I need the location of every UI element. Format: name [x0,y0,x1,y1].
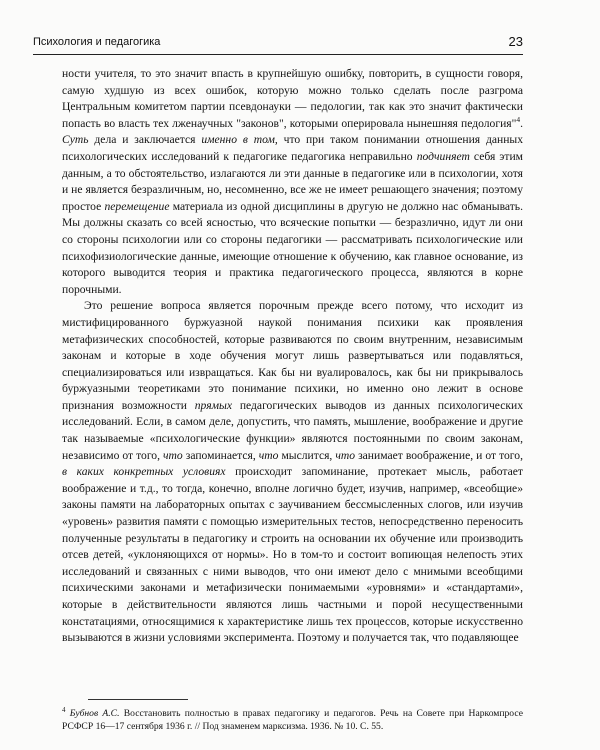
emphasis: Суть [62,133,89,147]
paragraph-2-text: педагогических выводов из данных психологических исследований. Если, в самом деле, допустить, что память, мышление, воображение и другие так называемые «психологические функции» являются постоянными по своим законам, независимо от того, [62,398,523,462]
paragraph-1-text: . [520,116,523,130]
paragraph-1-text: материала из одной дисциплины в другую не должно нас обманывать. Мы должны сказать со всей ясностью, что всяческие попытки — безразлично, идут ли они со стороны психологии или со стороны педагогики — рассматривать психологические или психофизиологические данные, имеющие отношение к обучению, как главное основание, из которого выводится теория и практика педагогического процесса, являются в корне порочными. [62,199,523,296]
footnote-text: Восстановить полностью в правах педагогику и педагогов. Речь на Совете при Наркомпросе РСФСР 16—17 сентября 1936 г. // Под знаменем марксизма. 1936. № 10. С. 55. [62,708,523,733]
footnote-divider [88,699,188,700]
paragraph-1-text: что при таком понимании отношения данных психологических исследований к педагогике педагогика неправильно [62,133,524,163]
footnote-mark: 4 [62,706,66,714]
emphasis: подчиняет [416,149,470,163]
paragraph-2 [62,298,523,646]
page-header [33,32,523,55]
emphasis: прямых [194,398,232,412]
paragraph-2-text: происходит запоминание, протекает мысль, работает воображение и т.д., то тогда, конечно, вполне логично будет, изучив, например, «всеобщие» законы памяти на лабораторных опытах с заучиванием бессмысленных слогов, или изучив «уровень» развития памяти с помощью измерительных тестов, непосредственно переносить полученные результаты в педагогику и строить на основании их обучение или производить отсев детей, «уклоняющихся от нормы». Но в том-то и состоит вопиющая нелепость этих исследований и связанных с ними выводов, что они имеют дело с мнимыми всеобщими психическими законами и метафизически понимаемыми «уровнями» и «стандартами», которые в действительности являются лишь частными и порой несущественными констатациями, относящимися к характеристике лишь тех процессов, которые искусственно вызываются в жизни условиями эксперимента. Поэтому и получается так, что подавляющее [62,465,523,645]
emphasis: именно в том, [201,133,278,147]
page-number: 23 [508,34,523,49]
paragraph-1-text: дела и заключается [88,133,202,147]
emphasis: перемещение [104,199,170,213]
paragraph-1 [62,66,523,298]
footnote-author: Бубнов А.С. [69,708,120,720]
paragraph-2-text: запоминается, [182,448,259,462]
emphasis: что [335,448,356,462]
footnote-reference: 4 [516,114,521,124]
paragraph-2-text: мыслится, [278,448,336,462]
paragraph-2-text: занимает воображение, и от того, [355,448,523,462]
emphasis: что [258,448,279,462]
paragraph-2-text: Это решение вопроса является порочным прежде всего потому, что исходит из мистифицированного буржуазной наукой понимания психики как проявления метафизических способностей, которые развиваются по своим внутренним, независимым законам и которые в ходе обучения могут лишь развертываться или подавляться, специализироваться или извращаться. Как бы ни вуалировалось, как бы ни прикрывалось буржуазными теоретиками это понимание психики, но именно оно лежит в основе признания возможности [62,299,523,412]
emphasis: что [163,448,183,462]
body-text [62,66,523,647]
emphasis: в каких конкретных условиях [62,465,226,479]
paragraph-1-text: ности учителя, то это значит впасть в крупнейшую ошибку, повторить, в сущности говоря, самую худшую из всех ошибок, которую можно только сделать после разгрома Центральным комитетом партии псевдонауки — педологии, так как это значит фактически попасть во власть тех лженаучных "законов", которыми оперировала нынешняя педология" [62,67,523,130]
paragraph-1-text: себя этим данным, а то обстоятельство, излагаются ли эти данные в педагогике или в психологии, хотя и не является безразличным, но, несомненно, все же не имеет решающего значения; поэтому простое [62,149,523,213]
running-title: Психология и педагогика [33,36,161,48]
footnote [62,704,523,733]
